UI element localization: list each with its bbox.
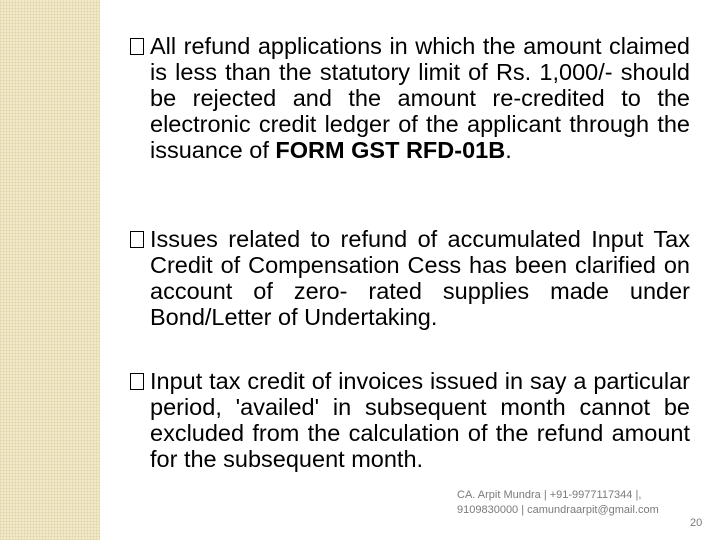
footer-contact: CA. Arpit Mundra | +91-9977117344 |, 9109830000 | camundraarpit@gmail.com — [457, 489, 659, 516]
bullet-input-tax-credit — [130, 368, 690, 472]
bullet-text: Input tax credit of invoices issued in say a particular period, 'availed' in subsequent month cannot be excluded from the calculation of the refund amount for the subsequent month. — [150, 368, 690, 472]
page-number: 20 — [690, 517, 703, 529]
bullet-box-icon — [130, 373, 144, 390]
form-name: FORM GST RFD-01B — [275, 137, 506, 163]
bullet-text-end: . — [505, 137, 512, 163]
bullet-refund-rejection — [130, 33, 690, 163]
bullet-text — [130, 33, 690, 163]
bullet-text: Issues related to refund of accumulated Input Tax Credit of Compensation Cess has been clarified on account of zero- rated supplies made under Bond/Letter of Undertaking. — [150, 226, 690, 330]
bullet-compensation-cess — [130, 226, 690, 330]
bullet-box-icon — [130, 38, 144, 55]
decorative-left-strip — [0, 0, 100, 540]
bullet-box-icon — [130, 231, 144, 248]
bullet-text-part: All refund applications in which the amount claimed is less than the statutory limit of Rs. 1,000/- should be rejected and the amount re-credited to the electronic credit ledger of the applicant through the issuance of — [150, 33, 690, 163]
